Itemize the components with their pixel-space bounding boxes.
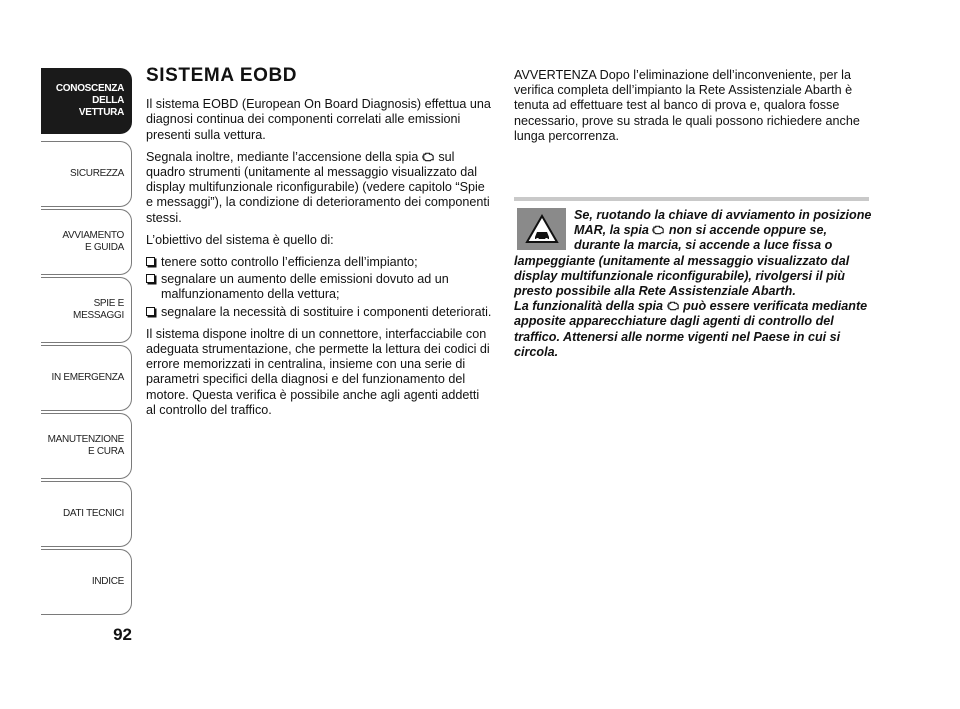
tab-spie-e-messaggi[interactable] xyxy=(41,277,132,343)
paragraph-spia-start: Segnala inoltre, mediante l’accensione della spia xyxy=(146,149,419,164)
tab-label-line: AVVIAMENTO xyxy=(62,230,124,241)
page-number: 92 xyxy=(113,625,132,644)
objective-list xyxy=(146,255,492,320)
tab-dati-tecnici[interactable] xyxy=(41,481,132,547)
engine-warning-icon xyxy=(652,224,665,235)
tab-indice[interactable] xyxy=(41,549,132,615)
tab-in-emergenza[interactable] xyxy=(41,345,132,411)
warning-text-4: può essere verificata mediante apposite apparecchiature dagli agenti di controllo del traffico. Attenersi alle norme vigenti nel Paese in cui si circola. xyxy=(514,299,868,359)
warning-car-icon xyxy=(517,208,566,250)
tab-label-line: MESSAGGI xyxy=(73,310,124,321)
avvertenza-note xyxy=(514,68,870,144)
warning-text-2: non si accende oppure se, durante la marcia, si accende a luce fissa o lampeggiante (unitamente al messaggio visualizzato dal display multifunzionale riconfigurabile), rivolgersi il più presto possibile alla Rete Assistenziale Abarth. xyxy=(514,223,850,299)
paragraph-connector: Il sistema dispone inoltre di un connettore, interfacciabile con adeguata strumentazione, che permette la lettura dei codici di errore memorizzati in centralina, insieme con una serie di parametri specifici della diagnosi e del funzionamento del motore. Questa verifica è possibile anche agli agenti addetti al controllo del traffico. xyxy=(146,326,490,417)
checkbox-bullet-icon xyxy=(146,257,155,266)
tab-avviamento-e-guida[interactable] xyxy=(41,209,132,275)
tab-label-line: E CURA xyxy=(88,446,124,457)
tab-label-line: CONOSCENZA xyxy=(55,83,124,94)
tab-label-line: DATI TECNICI xyxy=(62,508,124,519)
tab-label-line: VETTURA xyxy=(78,107,124,118)
list-item xyxy=(146,255,492,270)
paragraph-objective: L’obiettivo del sistema è quello di: xyxy=(146,232,334,247)
warning-text-3: La funzionalità della spia xyxy=(514,299,664,314)
warning-text xyxy=(514,208,872,360)
list-item xyxy=(146,305,492,320)
section-divider xyxy=(514,197,869,201)
tab-conoscenza-della-vettura[interactable] xyxy=(41,68,132,134)
tab-label-line: IN EMERGENZA xyxy=(51,372,124,383)
checkbox-bullet-icon xyxy=(146,307,155,316)
tab-sicurezza[interactable] xyxy=(41,141,132,207)
tab-manutenzione-e-cura[interactable] xyxy=(41,413,132,479)
tab-label-line: E GUIDA xyxy=(84,242,124,253)
tab-label-line: MANUTENZIONE xyxy=(47,434,124,445)
engine-warning-icon xyxy=(667,300,680,311)
avvertenza-text: AVVERTENZA Dopo l’eliminazione dell’inconveniente, per la verifica completa dell’impianto la Rete Assistenziale Abarth è tenuta ad effettuare test al banco di prova e, qualora fosse necessario, prove su strada le quali possono richiedere anche lunga percorrenza. xyxy=(514,68,860,143)
main-column xyxy=(146,65,492,425)
list-item-text: tenere sotto controllo l’efficienza dell’impianto; xyxy=(161,255,418,270)
tab-label-line: DELLA xyxy=(92,95,124,106)
paragraph-spia-end: sul quadro strumenti (unitamente al messaggio visualizzato dal display multifunzionale riconfigurabile) (vedere capitolo “Spie e messaggi”), la condizione di deterioramento dei componenti stessi. xyxy=(146,149,490,225)
paragraph-intro: Il sistema EOBD (European On Board Diagnosis) effettua una diagnosi continua dei componenti correlati alle emissioni presenti sulla vettura. xyxy=(146,97,491,142)
list-item xyxy=(146,272,492,302)
warning-text-1: Se, ruotando la chiave di avviamento in posizione MAR, la spia xyxy=(574,208,872,238)
warning-block xyxy=(514,208,872,360)
tab-label-line: INDICE xyxy=(91,576,124,587)
tab-label-line: SPIE E xyxy=(93,298,124,309)
paragraph-spia xyxy=(146,150,492,226)
list-item-text: segnalare la necessità di sostituire i componenti deteriorati. xyxy=(161,304,492,319)
page-title: SISTEMA EOBD xyxy=(146,65,298,86)
checkbox-bullet-icon xyxy=(146,274,155,283)
list-item-text: segnalare un aumento delle emissioni dovuto ad un malfunzionamento della vettura; xyxy=(161,272,449,302)
tab-label-line: SICUREZZA xyxy=(70,168,124,179)
engine-warning-icon xyxy=(422,151,435,162)
